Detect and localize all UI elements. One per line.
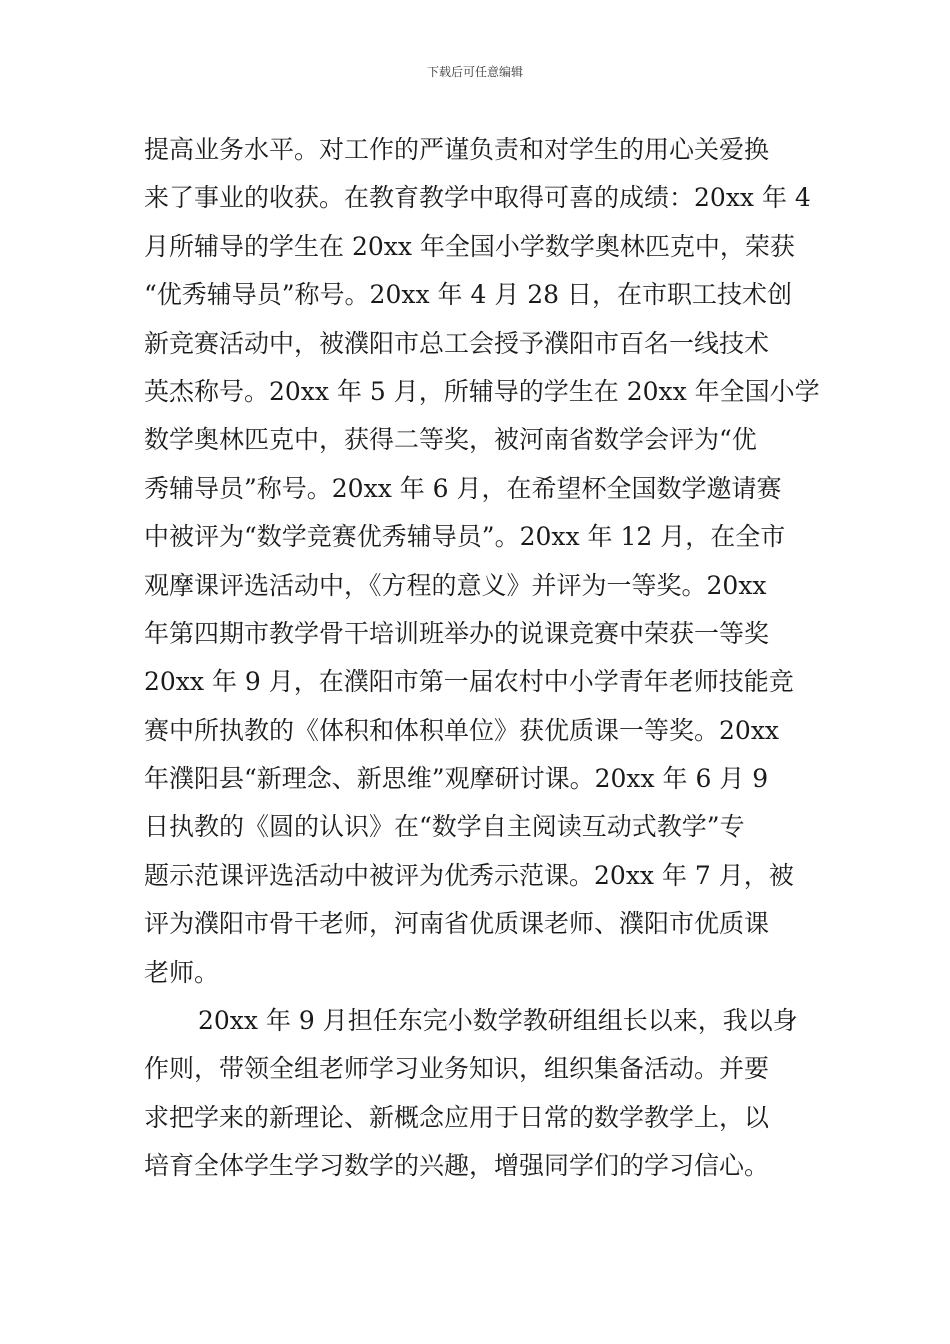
- text-line: 评为濮阳市骨干老师，河南省优质课老师、濮阳市优质课: [144, 909, 770, 939]
- text-line: 观摩课评选活动中，《方程的意义》并评为一等奖。20xx: [144, 570, 767, 600]
- text-line: 新竞赛活动中，被濮阳市总工会授予濮阳市百名一线技术: [144, 328, 770, 358]
- text-line: “优秀辅导员”称号。20xx 年 4 月 28 日，在市职工技术创: [144, 280, 793, 310]
- text-line: 培育全体学生学习数学的兴趣，增强同学们的学习信心。: [144, 1151, 770, 1181]
- text-line: 年濮阳县“新理念、新思维”观摩研讨课。20xx 年 6 月 9: [144, 764, 769, 794]
- text-line: 提高业务水平。对工作的严谨负责和对学生的用心关爱换: [144, 135, 770, 164]
- text-line: 数学奥林匹克中，获得二等奖，被河南省数学会评为“优: [144, 425, 757, 455]
- text-line: 老师。: [144, 957, 220, 987]
- page-header: 下载后可任意编辑: [426, 65, 523, 79]
- document-body: [144, 126, 820, 1191]
- paragraph-2: [144, 997, 810, 1191]
- text-line: 赛中所执教的《体积和体积单位》获优质课一等奖。20xx: [144, 715, 780, 745]
- text-line: 20xx 年 9 月担任东完小数学教研组组长以来，我以身: [198, 1006, 798, 1036]
- text-line: 英杰称号。20xx 年 5 月，所辅导的学生在 20xx 年全国小学: [144, 376, 820, 406]
- text-line: 求把学来的新理论、新概念应用于日常的数学教学上，以: [144, 1102, 770, 1132]
- text-line: 月所辅导的学生在 20xx 年全国小学数学奥林匹克中，荣获: [144, 231, 795, 261]
- text-line: 日执教的《圆的认识》在“数学自主阅读互动式教学”专: [144, 812, 745, 842]
- paragraph-1: [144, 126, 820, 997]
- text-line: 20xx 年 9 月，在濮阳市第一届农村中小学青年老师技能竞: [144, 667, 794, 697]
- text-line: 作则，带领全组老师学习业务知识，组织集备活动。并要: [144, 1054, 770, 1084]
- text-line: 秀辅导员”称号。20xx 年 6 月，在希望杯全国数学邀请赛: [144, 473, 782, 503]
- text-line: 中被评为“数学竞赛优秀辅导员”。20xx 年 12 月，在全市: [144, 522, 786, 552]
- text-line: 来了事业的收获。在教育教学中取得可喜的成绩：20xx 年 4: [144, 183, 811, 213]
- text-line: 题示范课评选活动中被评为优秀示范课。20xx 年 7 月，被: [144, 860, 794, 890]
- text-line: 年第四期市教学骨干培训班举办的说课竞赛中荣获一等奖: [144, 618, 770, 648]
